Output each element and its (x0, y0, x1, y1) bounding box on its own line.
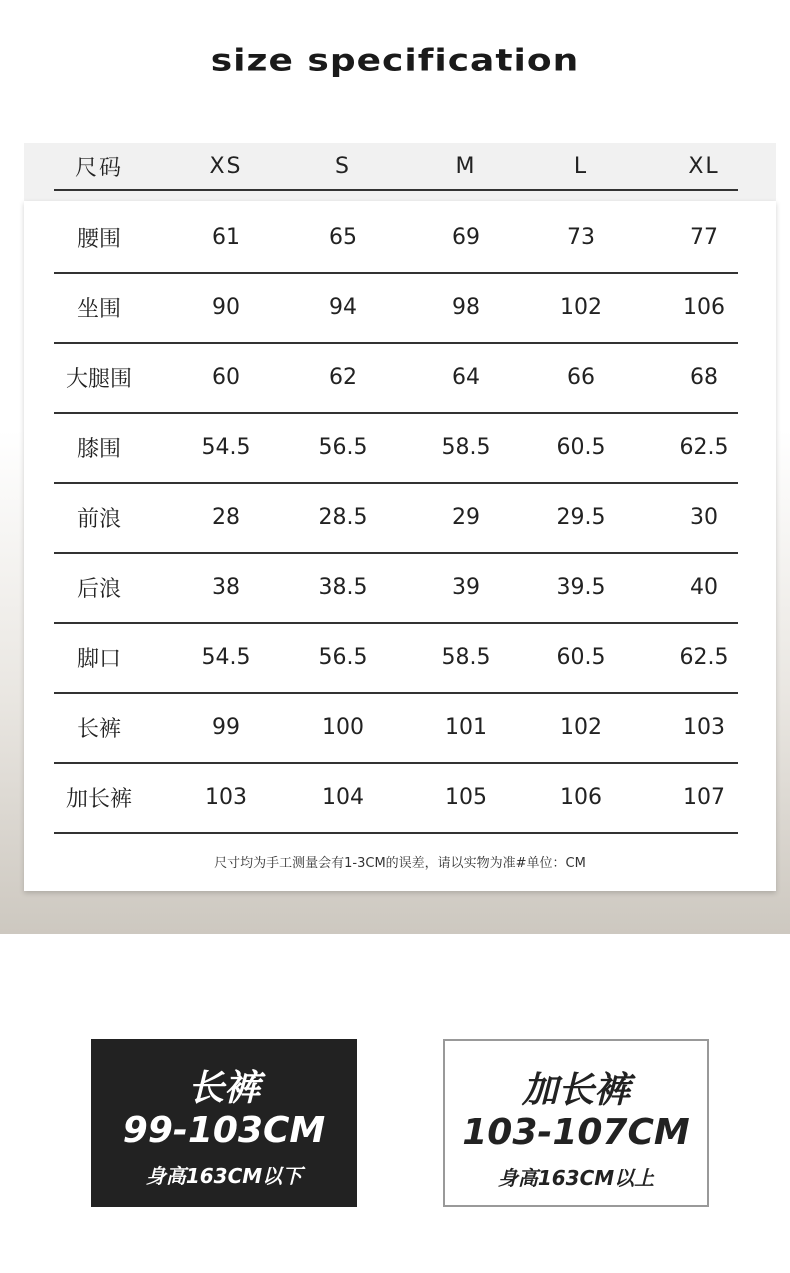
table-cell: 28 (212, 504, 240, 530)
measurement-note: 尺寸均为手工测量会有1-3CM的误差，请以实物为准#单位：CM (214, 856, 586, 871)
regular-length-height-note: 身高163CM以下 (145, 1164, 303, 1188)
regular-length-range: 99-103CM (122, 1110, 326, 1151)
page-title: size specification (210, 43, 580, 78)
table-cell: 104 (322, 784, 364, 810)
table-cell: 38.5 (318, 574, 368, 600)
row-thigh (54, 342, 738, 414)
row-pants-length (54, 692, 738, 764)
table-cell: 39 (452, 574, 480, 600)
regular-length-name: 长裤 (187, 1068, 260, 1109)
table-cell: 62.5 (679, 434, 729, 460)
table-cell: 106 (560, 784, 602, 810)
row-leg-opening (54, 622, 738, 694)
row-label: 膝围 (76, 436, 121, 462)
table-cell: 30 (690, 504, 718, 530)
row-label: 腰围 (76, 226, 121, 252)
header-cell-s: S (335, 153, 351, 179)
header-cell-l: L (573, 153, 589, 179)
extra-length-name: 加长裤 (521, 1070, 630, 1111)
table-cell: 65 (329, 224, 357, 250)
table-cell: 100 (322, 714, 364, 740)
row-label: 加长裤 (65, 786, 132, 812)
table-cell: 39.5 (556, 574, 606, 600)
table-cell: 56.5 (318, 434, 368, 460)
table-cell: 61 (212, 224, 240, 250)
table-cell: 64 (452, 364, 480, 390)
table-cell: 29.5 (556, 504, 606, 530)
table-cell: 56.5 (318, 644, 368, 670)
table-cell: 102 (560, 714, 602, 740)
row-long-pants-length (54, 762, 738, 834)
table-cell: 106 (683, 294, 725, 320)
table-cell: 90 (212, 294, 240, 320)
table-cell: 29 (452, 504, 480, 530)
table-cell: 105 (445, 784, 487, 810)
table-cell: 54.5 (201, 434, 251, 460)
table-cell: 77 (690, 224, 718, 250)
row-back-rise (54, 552, 738, 624)
extra-length-box (443, 1039, 709, 1207)
table-cell: 62 (329, 364, 357, 390)
table-cell: 60.5 (556, 644, 606, 670)
table-cell: 40 (690, 574, 718, 600)
table-cell: 66 (567, 364, 595, 390)
row-label: 脚口 (76, 646, 121, 672)
row-label: 前浪 (76, 506, 121, 532)
table-cell: 107 (683, 784, 725, 810)
table-cell: 98 (452, 294, 480, 320)
row-front-rise (54, 482, 738, 554)
table-cell: 58.5 (441, 644, 491, 670)
table-cell: 38 (212, 574, 240, 600)
extra-length-height-note: 身高163CM以上 (497, 1166, 655, 1190)
table-cell: 68 (690, 364, 718, 390)
row-hip (54, 272, 738, 344)
table-cell: 28.5 (318, 504, 368, 530)
table-cell: 60.5 (556, 434, 606, 460)
table-cell: 73 (567, 224, 595, 250)
table-cell: 94 (329, 294, 357, 320)
regular-length-box (91, 1039, 357, 1207)
header-cell-m: M (455, 153, 477, 179)
row-waist (54, 202, 738, 274)
extra-length-range: 103-107CM (462, 1112, 690, 1153)
table-cell: 58.5 (441, 434, 491, 460)
header-cell-xl: XL (688, 153, 720, 179)
table-cell: 102 (560, 294, 602, 320)
row-label: 后浪 (76, 576, 121, 602)
table-cell: 101 (445, 714, 487, 740)
table-cell: 103 (205, 784, 247, 810)
table-header-row (54, 143, 738, 191)
table-cell: 69 (452, 224, 480, 250)
table-cell: 99 (212, 714, 240, 740)
table-cell: 62.5 (679, 644, 729, 670)
row-label: 长裤 (76, 716, 121, 742)
table-cell: 103 (683, 714, 725, 740)
row-knee (54, 412, 738, 484)
row-label: 坐围 (76, 296, 121, 322)
row-label: 大腿围 (65, 366, 132, 392)
table-cell: 54.5 (201, 644, 251, 670)
header-cell-xs: XS (209, 153, 243, 179)
table-cell: 60 (212, 364, 240, 390)
header-cell-size: 尺码 (74, 155, 123, 181)
